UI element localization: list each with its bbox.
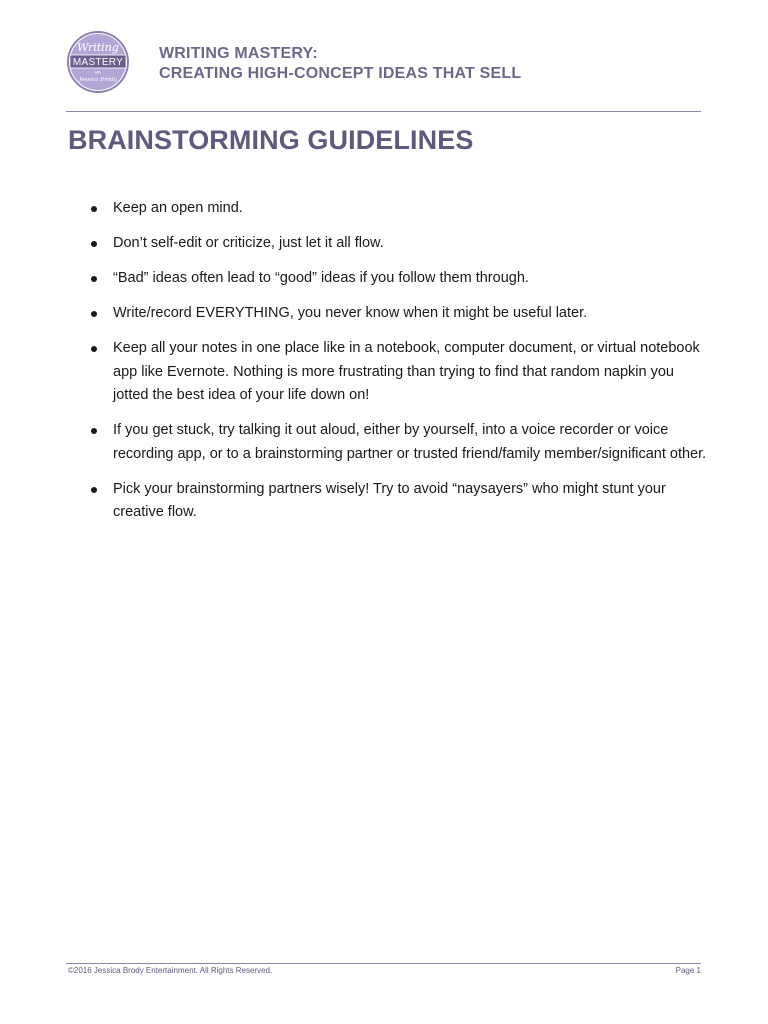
footer-copyright: ©2016 Jessica Brody Entertainment. All Rights Reserved.: [68, 966, 273, 975]
bullet-icon: [91, 276, 97, 282]
logo-author-text: Jessica Brody: [79, 77, 117, 83]
logo-small-text: with: [94, 70, 102, 75]
list-item: [90, 302, 710, 326]
logo-script-text: Writing: [77, 41, 119, 54]
list-item: [90, 267, 710, 291]
list-item-text: Don’t self-edit or criticize, just let it all flow.: [113, 235, 384, 251]
list-item-text: Keep an open mind.: [113, 200, 243, 216]
list-item: [90, 197, 710, 221]
bullet-icon: [91, 428, 97, 434]
writing-mastery-logo: [66, 30, 130, 94]
bullet-icon: [91, 241, 97, 247]
list-item-text: Pick your brainstorming partners wisely! Try to avoid “naysayers” who might stunt your creative flow.: [113, 480, 666, 520]
document-header: [159, 44, 521, 84]
header-divider: [66, 111, 701, 112]
guidelines-list: [90, 197, 710, 536]
list-item-text: “Bad” ideas often lead to “good” ideas if you follow them through.: [113, 270, 529, 286]
footer-divider: [66, 963, 701, 964]
list-item-text: Keep all your notes in one place like in a notebook, computer document, or virtual notebook app like Evernote. Nothing is more frustrating than trying to find that random napkin you jotted the best idea of your life down on!: [113, 340, 700, 403]
bullet-icon: [91, 346, 97, 352]
list-item-text: Write/record EVERYTHING, you never know when it might be useful later.: [113, 305, 588, 321]
logo-banner-text: MASTERY: [72, 57, 124, 68]
header-title-line-1: WRITING MASTERY:: [159, 45, 318, 62]
footer-page-number: Page 1: [675, 966, 701, 975]
list-item: [90, 232, 710, 256]
bullet-icon: [91, 206, 97, 212]
bullet-icon: [91, 487, 97, 493]
list-item: [90, 478, 710, 525]
list-item: [90, 337, 710, 408]
page-title: BRAINSTORMING GUIDELINES: [68, 125, 474, 155]
list-item-text: If you get stuck, try talking it out aloud, either by yourself, into a voice recorder or voice recording app, or to a brainstorming partner or trusted friend/family member/significant other.: [113, 422, 707, 462]
bullet-icon: [91, 311, 97, 317]
list-item: [90, 419, 710, 466]
header-title-line-2: CREATING HIGH-CONCEPT IDEAS THAT SELL: [159, 65, 522, 82]
logo-badge: [66, 30, 130, 94]
